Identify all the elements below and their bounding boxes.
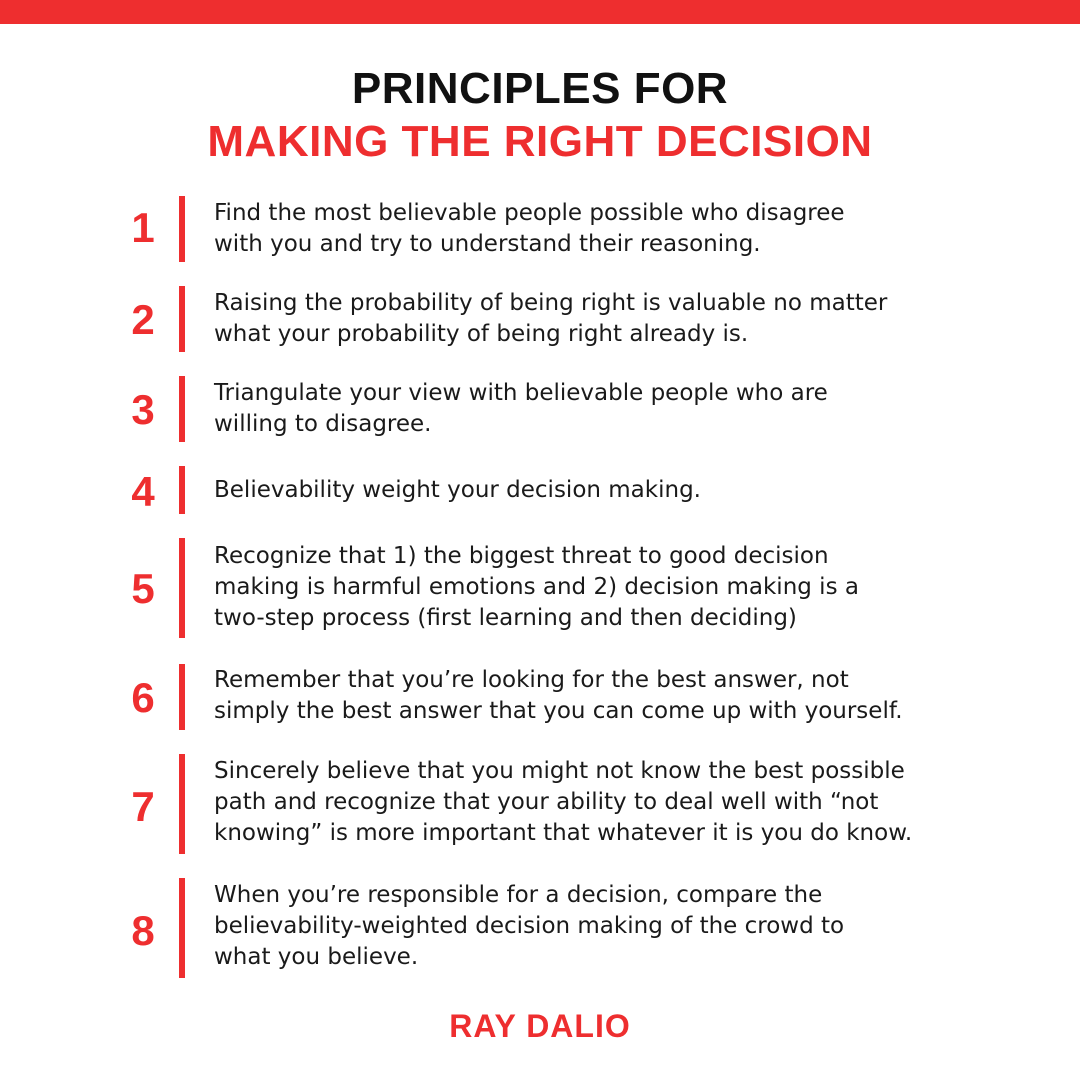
principle-text: Raising the probability of being right is valuable no matter what your probability of being right already is. — [214, 290, 888, 347]
principle-text: Sincerely believe that you might not know the best possible path and recognize that your ability to deal well with “not knowing” is more important that whatever it is you do know. — [214, 758, 913, 846]
principle-text: When you’re responsible for a decision, compare the believability-weighted decision making of the crowd to what you believe. — [214, 882, 845, 970]
author-name: RAY DALIO — [449, 1008, 631, 1044]
principle-item-5 — [0, 538, 1080, 638]
title-line-1: PRINCIPLES FOR — [351, 64, 729, 113]
principle-number: 2 — [131, 296, 155, 343]
principle-text: Believability weight your decision making. — [214, 477, 701, 503]
principle-divider — [179, 376, 185, 442]
top-accent-bar — [0, 0, 1080, 24]
principle-item-3 — [0, 376, 1080, 442]
principle-number: 4 — [131, 468, 155, 515]
principle-item-7 — [0, 754, 1080, 854]
principle-item-1 — [0, 196, 1080, 262]
principle-divider — [179, 466, 185, 514]
principle-item-8 — [0, 878, 1080, 978]
principle-divider — [179, 878, 185, 978]
principle-number: 8 — [131, 907, 155, 954]
principle-item-2 — [0, 286, 1080, 352]
principle-text: Remember that you’re looking for the best answer, not simply the best answer that you can come up with yourself. — [214, 667, 903, 724]
principle-divider — [179, 538, 185, 638]
principle-number: 6 — [131, 674, 155, 721]
principle-item-6 — [0, 664, 1080, 730]
principle-number: 1 — [131, 204, 155, 251]
title-line-2: MAKING THE RIGHT DECISION — [207, 117, 873, 166]
principle-divider — [179, 286, 185, 352]
principle-text: Recognize that 1) the biggest threat to good decision making is harmful emotions and 2) decision making is a two-step process (first learning and then deciding) — [214, 543, 859, 631]
principle-divider — [179, 196, 185, 262]
principle-number: 7 — [131, 783, 155, 830]
principle-divider — [179, 754, 185, 854]
principle-text: Find the most believable people possible who disagree with you and try to understand their reasoning. — [214, 200, 845, 257]
principle-item-4 — [0, 466, 1080, 514]
principle-number: 5 — [131, 565, 155, 612]
principle-text: Triangulate your view with believable people who are willing to disagree. — [214, 380, 828, 437]
principle-number: 3 — [131, 386, 155, 433]
principle-divider — [179, 664, 185, 730]
